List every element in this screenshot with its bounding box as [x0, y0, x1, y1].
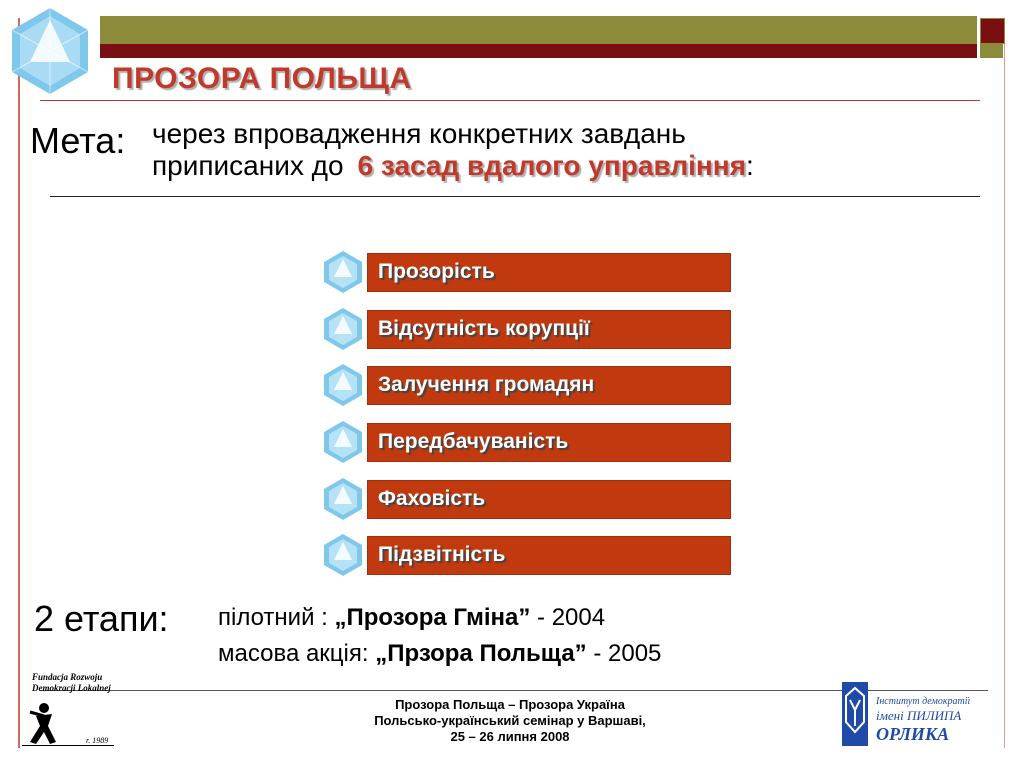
fund-logo-line1: Fundacja Rozwoju	[32, 672, 103, 682]
principle-label: Фаховість	[378, 487, 486, 510]
header-square-bottom	[980, 44, 1003, 58]
principle-box	[367, 310, 731, 349]
stage-1-prefix: пілотний :	[218, 604, 335, 631]
frame-right-line	[1004, 18, 1005, 748]
principle-item	[322, 363, 732, 407]
hexagon-gem-icon	[322, 363, 364, 407]
hexagon-gem-icon	[322, 420, 364, 464]
footer-caption	[330, 697, 690, 745]
principle-item	[322, 420, 732, 464]
stage-1	[218, 604, 605, 632]
principle-box	[367, 366, 731, 405]
orlik-logo-line3: ОРЛИКА	[876, 724, 950, 744]
hexagon-gem-logo	[8, 6, 92, 96]
principle-box	[367, 480, 731, 519]
goal-line2-suffix: :	[746, 150, 754, 181]
goal-highlight: 6 засад вдалого управління	[357, 150, 747, 181]
principle-label: Передбачуваність	[378, 430, 569, 453]
stage-2-prefix: масова акція:	[218, 640, 376, 667]
slide-title: ПРОЗОРА ПОЛЬЩА	[112, 62, 412, 95]
fund-logo-year: r. 1989	[86, 736, 109, 745]
stage-2-name: „Прзора Польща”	[375, 640, 587, 667]
fund-logo-underline	[22, 745, 114, 746]
principle-label: Залучення громадян	[378, 373, 595, 396]
header-bar-maroon	[100, 44, 977, 58]
header-square-top	[980, 18, 1005, 44]
header-bar-olive	[100, 16, 977, 44]
goal-label: Мета:	[30, 120, 126, 161]
principle-label: Підзвітність	[378, 543, 506, 566]
principle-item	[322, 533, 732, 577]
stage-1-suffix: - 2004	[530, 604, 606, 631]
principle-label: Прозорість	[378, 260, 495, 283]
goal-divider	[50, 196, 980, 197]
fund-logo-line2: Demokracji Lokalnej	[32, 683, 111, 693]
hexagon-gem-icon	[322, 307, 364, 351]
goal-line2	[152, 150, 754, 182]
hexagon-gem-icon	[322, 250, 364, 294]
stages-label: 2 етапи:	[34, 598, 169, 639]
orlik-institute-logo	[840, 682, 970, 748]
stage-1-name: „Прозора Гміна”	[334, 604, 531, 631]
title-divider	[40, 100, 980, 101]
hexagon-gem-icon	[322, 477, 364, 521]
hexagon-gem-icon	[322, 533, 364, 577]
stage-2	[218, 640, 661, 668]
stage-2-suffix: - 2005	[586, 640, 662, 667]
principle-box	[367, 423, 731, 462]
fund-logo-text	[32, 672, 111, 694]
goal-line1: через впровадження конкретних завдань	[152, 118, 686, 149]
principle-item	[322, 477, 732, 521]
principle-item	[322, 307, 732, 351]
footer-line2: Польсько-український семінар у Варшаві,	[374, 713, 646, 728]
goal-line2-prefix: приписаних до	[152, 150, 344, 181]
orlik-logo-line2: імені ПИЛИПА	[876, 708, 962, 723]
principle-item	[322, 250, 732, 294]
frame-left-line	[18, 18, 20, 748]
principle-box	[367, 536, 731, 575]
footer-line3: 25 – 26 липня 2008	[450, 729, 570, 744]
principle-label: Відсутність корупції	[378, 317, 590, 340]
footer-line1: Прозора Польща – Прозора Україна	[395, 697, 625, 712]
principle-box	[367, 253, 731, 292]
orlik-logo-line1: Інститут демократії	[876, 696, 970, 707]
